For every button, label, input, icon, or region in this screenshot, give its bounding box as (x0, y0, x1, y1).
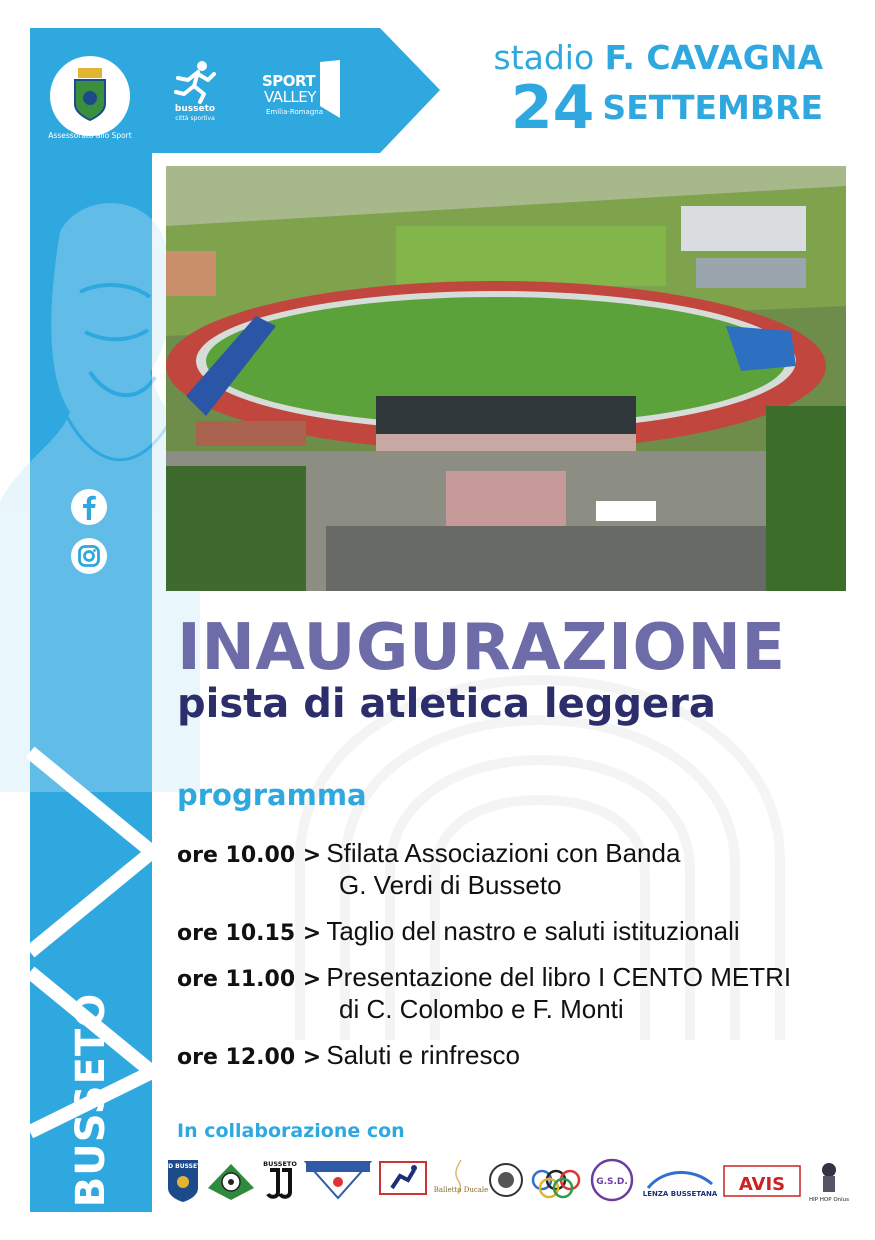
busseto-sport-logo: busseto città sportiva (170, 60, 220, 130)
schedule-time: ore 10.00 > (177, 843, 322, 868)
event-month: SETTEMBRE (602, 88, 823, 127)
schedule-item (177, 1040, 857, 1072)
comune-caption: Assessorato allo Sport (48, 131, 132, 140)
sponsor-text: SSD BUSSETO (159, 1163, 207, 1170)
schedule-description: Presentazione del libro I CENTO METRI (326, 962, 792, 992)
sponsor-logo-ssd-busseto (159, 1158, 207, 1204)
instagram-icon[interactable] (69, 536, 109, 576)
schedule-time: ore 10.15 > (177, 921, 322, 946)
sponsor-text: G.S.D. (596, 1177, 628, 1187)
headline-subtitle: pista di atletica leggera (177, 681, 716, 727)
sponsor-text: AVIS (738, 1174, 786, 1195)
venue-prefix: stadio (493, 38, 595, 77)
program-title: programma (177, 778, 367, 812)
facebook-icon[interactable] (69, 487, 109, 527)
schedule-item (177, 962, 857, 1026)
schedule-time: ore 11.00 > (177, 967, 322, 992)
sponsor-text: BUSSETO (263, 1160, 297, 1168)
event-day: 24 (510, 73, 595, 143)
venue-name: F. CAVAGNA (604, 38, 823, 77)
runner-icon (170, 60, 220, 104)
program-schedule (177, 838, 857, 1086)
collaboration-title: In collaborazione con (177, 1120, 405, 1142)
city-vertical-label: BUSSETO (68, 992, 114, 1208)
schedule-description-cont: di C. Colombo e F. Monti (339, 994, 624, 1024)
sponsor-text: LENZA BUSSETANA (642, 1190, 718, 1198)
headline-block (177, 608, 837, 728)
sponsor-logo-circle (488, 1158, 524, 1204)
schedule-item (177, 916, 857, 948)
sponsor-logo-avis (722, 1158, 802, 1204)
schedule-description: Sfilata Associazioni con Banda (326, 838, 681, 868)
sponsor-text: HIP HOP Onlus (808, 1197, 850, 1203)
sponsor-logo-gsd (590, 1158, 634, 1204)
comune-crest-icon (48, 54, 132, 138)
venue-date-block (493, 38, 824, 143)
schedule-time: ore 12.00 > (177, 1045, 322, 1070)
schedule-description: Taglio del nastro e saluti istituzionali (326, 916, 740, 946)
sponsor-logo-karate (304, 1158, 372, 1204)
sponsor-logo-football (206, 1158, 256, 1204)
sponsor-logo-balletto-ducale (433, 1158, 489, 1204)
sponsor-logo-olympic (528, 1158, 584, 1204)
sport-valley-logo: SPORT VALLEY Emilia-Romagna (262, 60, 342, 124)
schedule-item (177, 838, 857, 902)
schedule-description: Saluti e rinfresco (326, 1040, 520, 1070)
sponsor-logo-busseto-jj (262, 1158, 298, 1204)
sponsor-logo-lenza (644, 1158, 716, 1204)
schedule-description-cont: G. Verdi di Busseto (339, 870, 562, 900)
sponsor-logo-hiphop (808, 1158, 850, 1204)
sponsor-logos (159, 1158, 850, 1204)
headline-title: INAUGURAZIONE (177, 611, 786, 685)
sponsor-text: Balletto Ducale (433, 1186, 489, 1194)
stadium-aerial-photo (166, 166, 846, 591)
sponsor-logo-athletics (378, 1158, 428, 1204)
